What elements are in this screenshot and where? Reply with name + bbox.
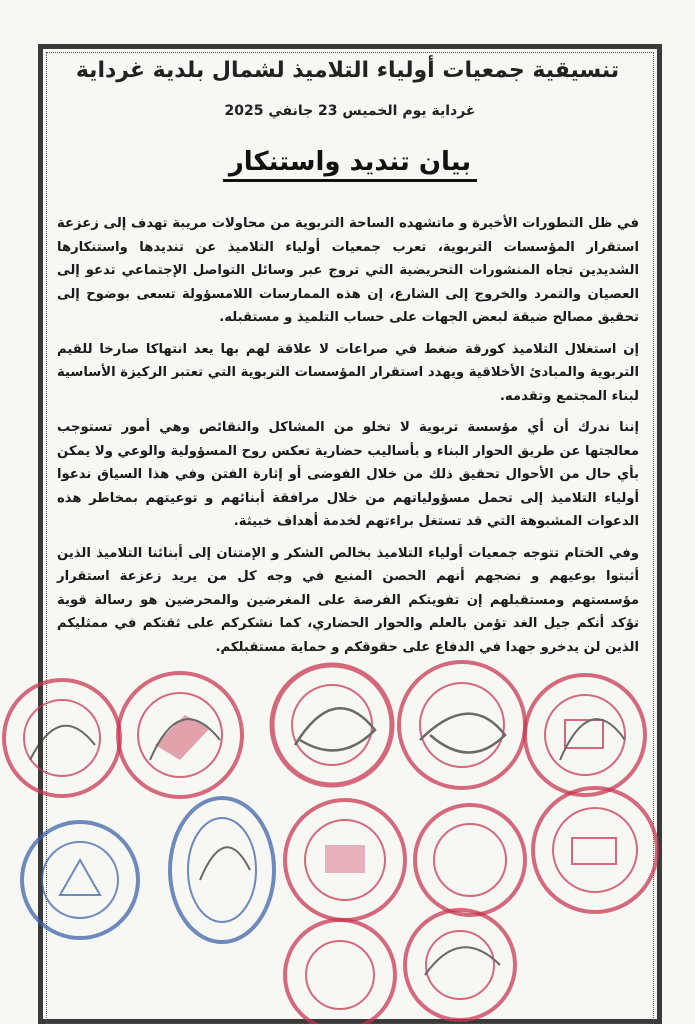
stamp-association-3 <box>272 665 392 785</box>
stamp-association-11 <box>285 920 395 1024</box>
stamp-association-1 <box>4 680 120 796</box>
stamp-association-9 <box>415 805 525 915</box>
paragraph-1: في ظل التطورات الأخيرة و ماتشهده الساحة التربوية من محاولات مريبة تهدف إلى زعزعة استقرار المؤسسات التربوية، تعرب جمعيات أولياء التلاميذ عن تنديدها واستنكارها الشديدين تجاه المنشورات التحريضية التي تروج عبر وسائل التواصل الإجتماعي تدعو إلى العصيان والتمرد والخروج إلى الشارع، إن هذه الممارسات اللامسؤولة تسعى بوضوح إلى تحقيق مصالح ضيقة لبعض الجهات على حساب التلميذ و مستقبله. <box>57 216 639 325</box>
stamp-association-8 <box>285 800 405 920</box>
stamp-association-2 <box>118 673 242 797</box>
organization-header: تنسيقية جمعيات أولياء التلاميذ لشمال بلدية غرداية <box>75 58 620 83</box>
stamp-association-10 <box>533 788 657 912</box>
document-title: بيان تنديد واستنكار <box>223 147 477 182</box>
paragraph-4: وفي الختام تتوجه جمعيات أولياء التلاميذ بخالص الشكر و الإمتنان إلى أبنائنا التلاميذ الذين أثبتوا بوعيهم و نضجهم أنهم الحصن المنيع في وجه كل من يريد زعزعة استقرار مؤسستهم ومستقبلهم إن تفويتكم الفرصة على المغرضين والمحرضين هو رسالة قوية تؤكد أنكم جيل الغد تؤمن بالعلم والحوار الحضاري، كما نشكركم على ثقتكم في ممثليكم الذين لن يدخرو جهدا في الدفاع على حقوقكم و حماية مستقبلكم. <box>57 545 639 655</box>
stamp-association-4 <box>399 662 525 788</box>
paragraph-2: إن استغلال التلاميذ كورقة ضغط في صراعات لا علاقة لهم بها يعد انتهاكا صارخا للقيم التربوية والمبادئ الأخلاقية ويهدد استقرار المؤسسات التربوية التي تعتبر الركيزة الأساسية لبناء المجتمع وتقدمه. <box>57 341 639 404</box>
stamp-association-6 <box>22 822 138 938</box>
date-line: غرداية يوم الخميس 23 جانفي 2025 <box>224 103 476 119</box>
stamp-association-5 <box>525 675 645 795</box>
stamp-association-7 <box>170 798 274 942</box>
paragraph-3: إننا ندرك أن أي مؤسسة تربوية لا تخلو من المشاكل والنقائص وهي أمور تستوجب معالجتها عن طريق الحوار البناء و بأساليب حضارية تعكس روح المسؤولية والوعي ولا يمكن بأي حال من الأحوال تحقيق ذلك من خلال الفوضى أو إثارة الفتن وفي هذا السياق ندعوا أولياء التلاميذ إلى تحمل مسؤولياتهم من خلال مرافقة أبنائهم و توعيتهم بمخاطر هذه الدعوات المشبوهة التي قد تستغل براءتهم لخدمة أهداف خبيثة. <box>57 420 639 529</box>
stamp-association-12 <box>405 910 515 1020</box>
